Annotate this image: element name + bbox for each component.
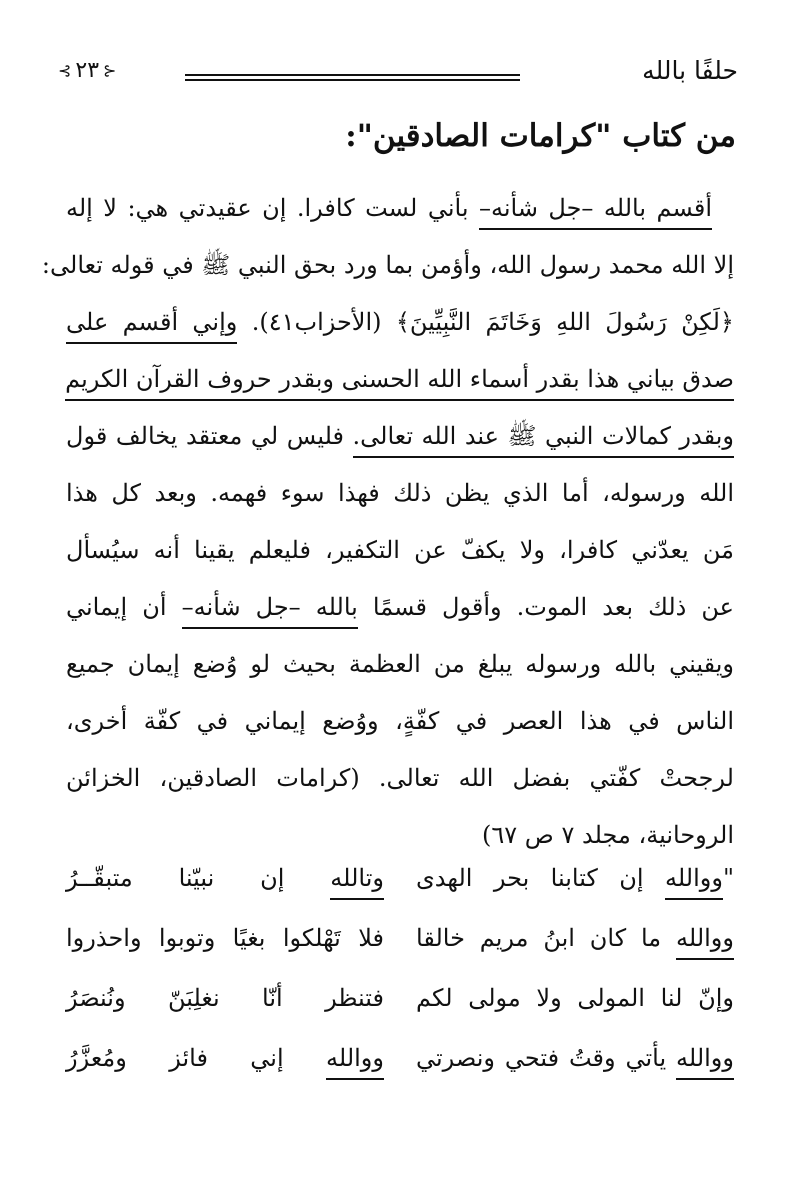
underlined-word: ووالله: [665, 864, 723, 900]
page-number: ٢٣: [75, 58, 100, 83]
ornament-left-icon: ⊰: [58, 61, 72, 80]
poem-verse: [66, 848, 734, 908]
body-line: [66, 351, 734, 408]
poem-verse: [66, 908, 734, 968]
ornament-right-icon: ⊱: [103, 61, 117, 80]
body-line: عن ذلك بعد الموت. وأقول قسمًا بالله –جل شأنه– أن إيماني: [66, 579, 734, 636]
verse-second-hemistich: فتنظر أنّا نغلِبَنّ ونُنصَرُ: [66, 984, 384, 1012]
verse-second-hemistich: فلا تَهْلكوا بغيًا وتوبوا واحذروا: [66, 924, 384, 952]
body-line: الناس في هذا العصر في كفّةٍ، ووُضع إيماني في كفّة أخرى،: [66, 707, 734, 735]
underlined-word: وتالله: [330, 864, 384, 900]
body-line: لرجحتْ كفّتي بفضل الله تعالى. (كرامات الصادقين، الخزائن: [66, 764, 734, 792]
poem: [66, 848, 734, 1088]
verse-first-hemistich: ووالله يأتي وقتُ فتحي ونصرتي: [416, 1044, 734, 1072]
underlined-word: ووالله: [676, 1044, 734, 1080]
underlined-word: ووالله: [326, 1044, 384, 1080]
body-text: [41, 180, 734, 864]
verse-first-hemistich: ووالله ما كان ابنُ مريم خالقا: [416, 924, 734, 952]
underlined-phrase: وإني أقسم على: [66, 308, 237, 344]
body-line: ﴿لَكِنْ رَسُولَ اللهِ وَخَاتَمَ النَّبِيِّينَ﴾ (الأحزاب٤١). وإني أقسم على: [66, 294, 734, 351]
underlined-word: ووالله: [676, 924, 734, 960]
poem-verse: [66, 968, 734, 1028]
body-line: مَن يعدّني كافرا، ولا يكفّ عن التكفير، فليعلم يقينا أنه سيُسأل: [66, 536, 734, 564]
verse-second-hemistich: ووالله إني فائز ومُعزَّرُ: [66, 1044, 384, 1072]
running-title: حلفًا بالله: [642, 56, 738, 85]
section-heading: من كتاب "كرامات الصادقين":: [345, 118, 736, 154]
underlined-phrase: أقسم بالله –جل شأنه–: [479, 194, 712, 230]
underlined-phrase: صدق بياني هذا بقدر أسماء الله الحسنى وبقدر حروف القرآن الكريم: [65, 365, 734, 401]
body-line: أقسم بالله –جل شأنه– بأني لست كافرا. إن عقيدتي هي: لا إله: [66, 180, 734, 237]
body-line: إلا الله محمد رسول الله، وأؤمن بما ورد بحق النبي ﷺ في قوله تعالى:: [41, 251, 734, 279]
page-number-block: [58, 58, 116, 83]
body-line: وبقدر كمالات النبي ﷺ عند الله تعالى. فليس لي معتقد يخالف قول: [66, 408, 734, 465]
poem-verse: [66, 1028, 734, 1088]
verse-second-hemistich: وتالله إن نبيّنا متبقّــرُ: [66, 864, 384, 892]
verse-first-hemistich: "ووالله إن كتابنا بحر الهدى: [416, 864, 734, 892]
header-double-rule: [185, 74, 520, 81]
underlined-phrase: بالله –جل شأنه–: [182, 593, 358, 629]
body-line: الروحانية، مجلد ٧ ص ٦٧): [482, 821, 734, 849]
underlined-phrase: وبقدر كمالات النبي ﷺ عند الله تعالى.: [353, 422, 735, 458]
body-line: ويقيني بالله ورسوله يبلغ من العظمة بحيث لو وُضع إيمان جميع: [66, 650, 734, 678]
verse-first-hemistich: وإنّ لنا المولى ولا مولى لكم: [416, 984, 734, 1012]
body-line: الله ورسوله، أما الذي يظن ذلك فهذا سوء فهمه. وبعد كل هذا: [66, 479, 734, 507]
